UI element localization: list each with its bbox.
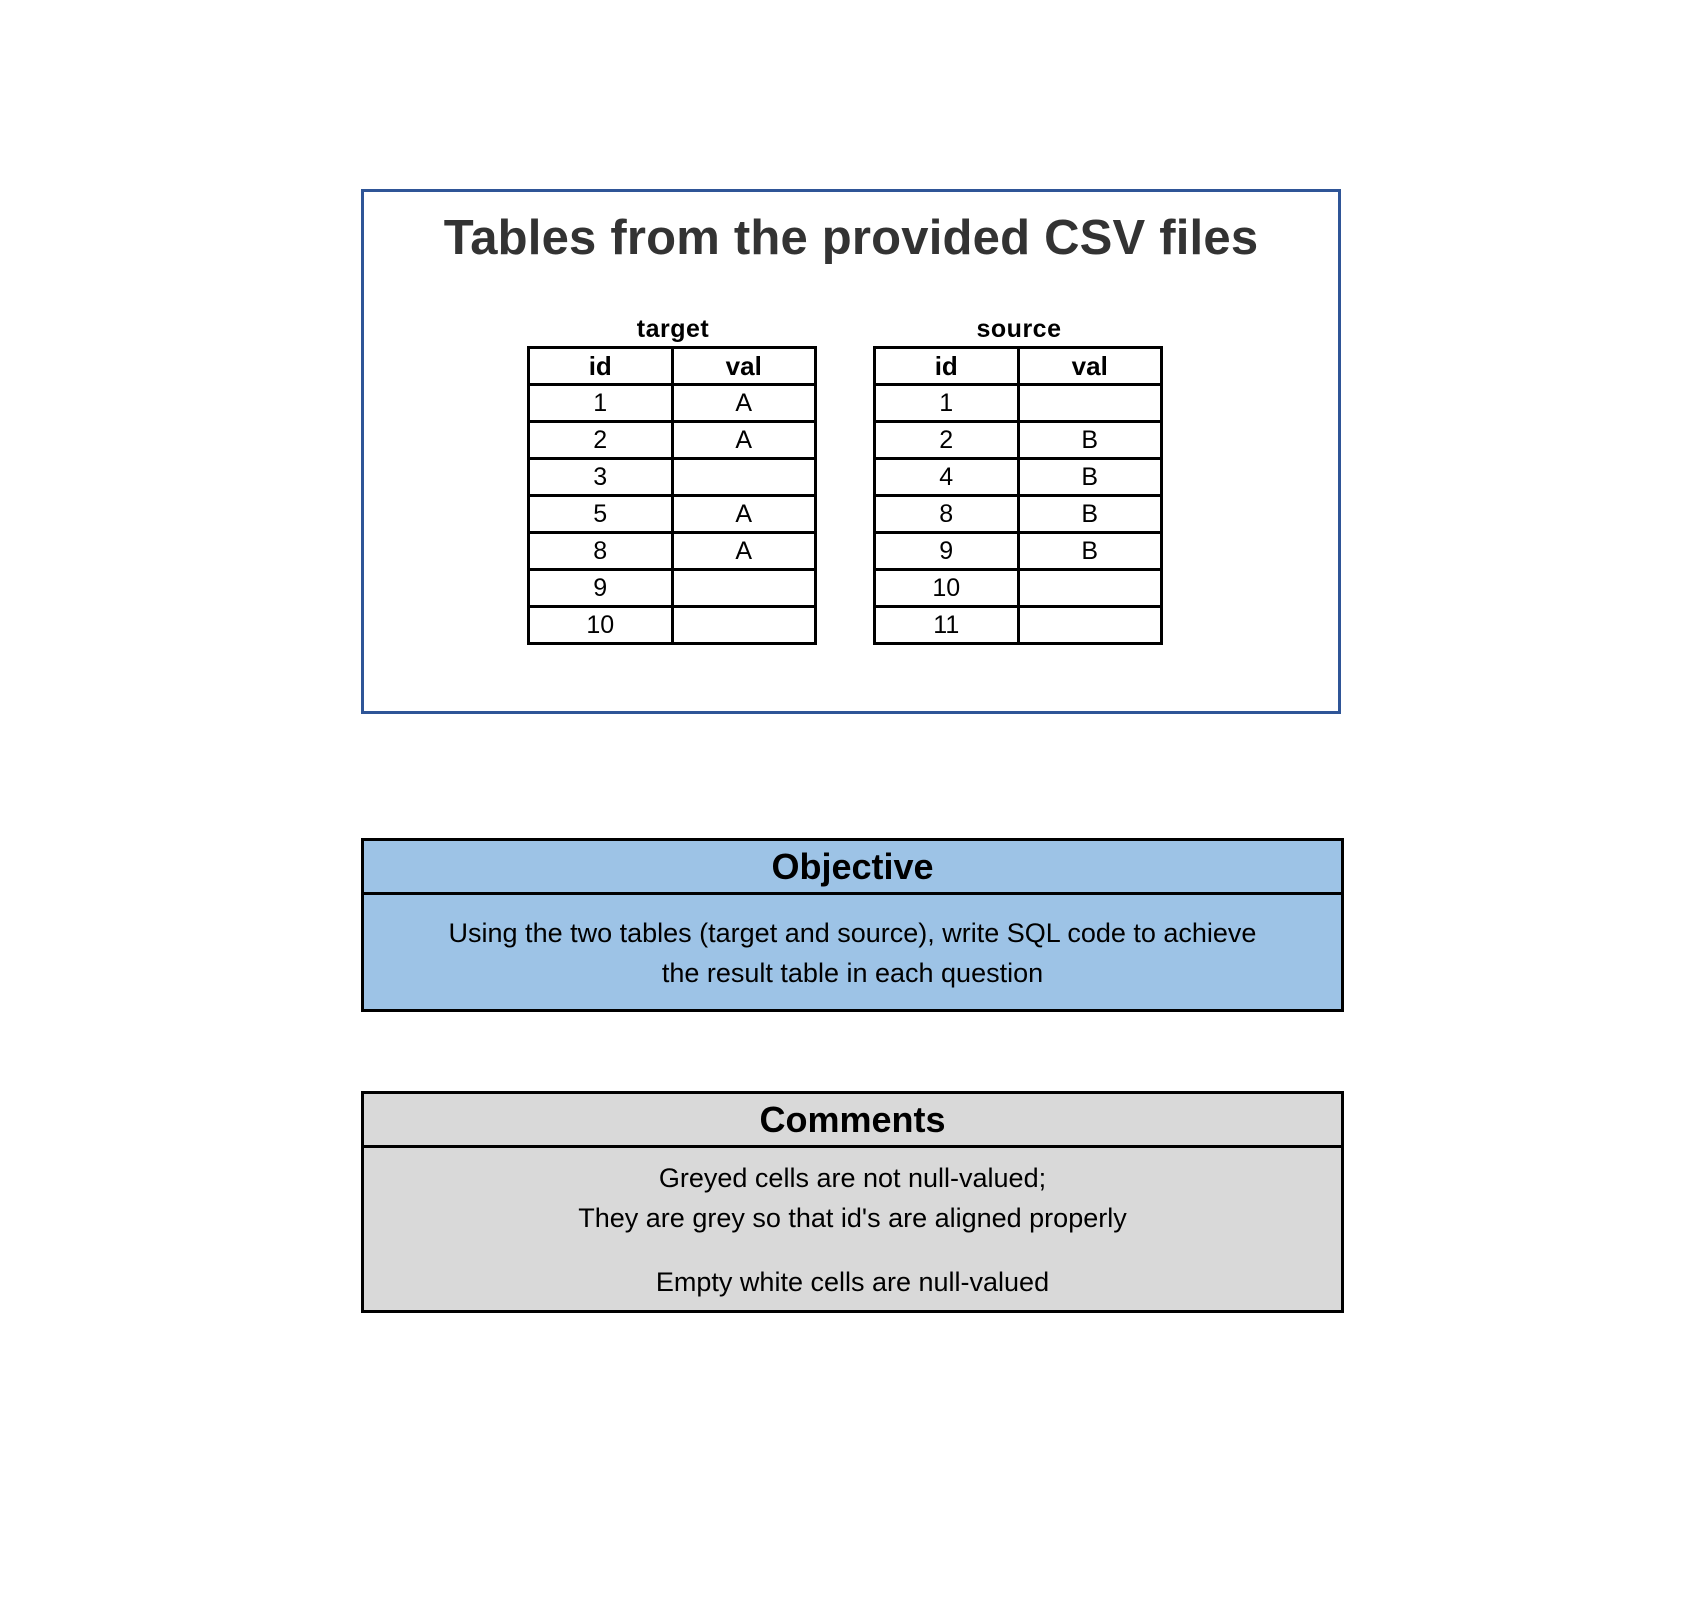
table-row: [529, 607, 816, 644]
table-row: [875, 422, 1162, 459]
target-cell-id: 8: [529, 533, 673, 570]
table-row: [875, 570, 1162, 607]
target-cell-id: 9: [529, 570, 673, 607]
comments-line: They are grey so that id's are aligned properly: [578, 1203, 1127, 1233]
comments-heading: Comments: [364, 1094, 1341, 1148]
comments-box: [361, 1091, 1344, 1313]
source-cell-val: [1018, 570, 1162, 607]
source-cell-val: B: [1018, 533, 1162, 570]
table-row: [529, 570, 816, 607]
table-row: [875, 496, 1162, 533]
source-header-row: [875, 348, 1162, 385]
comments-text: [364, 1148, 1341, 1302]
target-cell-val: A: [672, 385, 816, 422]
objective-line: the result table in each question: [661, 958, 1044, 988]
target-cell-val: A: [672, 496, 816, 533]
table-row: [529, 459, 816, 496]
target-header-id: id: [529, 348, 673, 385]
target-header-val: val: [672, 348, 816, 385]
target-table: [527, 346, 817, 645]
source-cell-val: B: [1018, 422, 1162, 459]
source-cell-id: 8: [875, 496, 1019, 533]
target-cell-val: A: [672, 422, 816, 459]
table-row: [875, 459, 1162, 496]
comments-spacer: [364, 1238, 1341, 1262]
target-cell-id: 10: [529, 607, 673, 644]
objective-line: Using the two tables (target and source), write SQL code to achieve: [448, 918, 1257, 948]
source-cell-id: 1: [875, 385, 1019, 422]
frame-title: Tables from the provided CSV files: [443, 211, 1259, 265]
source-cell-id: 9: [875, 533, 1019, 570]
source-cell-val: [1018, 607, 1162, 644]
source-cell-val: B: [1018, 459, 1162, 496]
source-cell-id: 4: [875, 459, 1019, 496]
source-header-id: id: [875, 348, 1019, 385]
objective-text: [404, 895, 1301, 993]
comments-line: Greyed cells are not null-valued;: [658, 1163, 1047, 1193]
source-table: [873, 346, 1163, 645]
target-header-row: [529, 348, 816, 385]
table-row: [875, 607, 1162, 644]
target-cell-id: 1: [529, 385, 673, 422]
target-cell-val: [672, 459, 816, 496]
source-cell-val: [1018, 385, 1162, 422]
table-row: [529, 422, 816, 459]
target-table-block: [527, 312, 819, 645]
objective-box: [361, 838, 1344, 1012]
table-row: [875, 385, 1162, 422]
target-cell-id: 5: [529, 496, 673, 533]
table-row: [529, 533, 816, 570]
source-header-val: val: [1018, 348, 1162, 385]
table-row: [875, 533, 1162, 570]
source-cell-val: B: [1018, 496, 1162, 533]
source-table-block: [873, 312, 1165, 645]
source-cell-id: 2: [875, 422, 1019, 459]
target-cell-val: [672, 570, 816, 607]
source-table-caption: source: [976, 315, 1062, 343]
target-cell-val: A: [672, 533, 816, 570]
target-cell-val: [672, 607, 816, 644]
target-table-caption: target: [636, 315, 710, 343]
source-cell-id: 10: [875, 570, 1019, 607]
table-row: [529, 496, 816, 533]
target-cell-id: 2: [529, 422, 673, 459]
comments-line: Empty white cells are null-valued: [655, 1267, 1050, 1297]
objective-heading: Objective: [364, 841, 1341, 895]
source-cell-id: 11: [875, 607, 1019, 644]
table-row: [529, 385, 816, 422]
tables-frame: [361, 189, 1341, 714]
target-cell-id: 3: [529, 459, 673, 496]
